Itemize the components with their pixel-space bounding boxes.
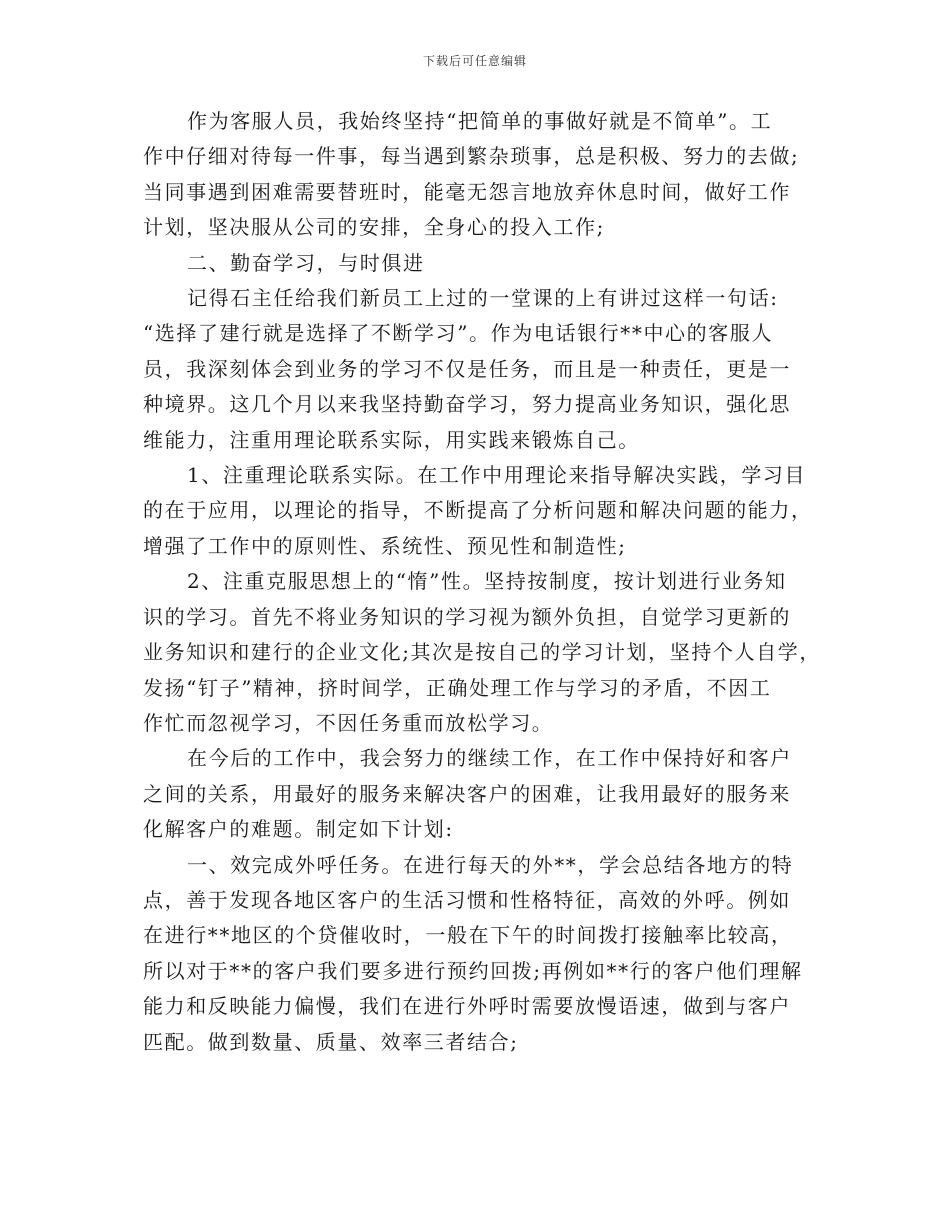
text-line: 作为客服人员，我始终坚持“把简单的事做好就是不简单”。工: [187, 109, 773, 133]
text-line: 种境界。这几个月以来我坚持勤奋学习，努力提高业务知识，强化思: [143, 392, 791, 417]
text-line: 能力和反映能力偏慢，我们在进行外呼时需要放慢语速，做到与客户: [143, 994, 791, 1019]
text-line: 1、注重理论联系实际。在工作中用理论来指导解决实践，学习目: [187, 463, 807, 488]
text-line: “选择了建行就是选择了不断学习”。作为电话银行**中心的客服人: [143, 321, 774, 346]
text-line: 在今后的工作中，我会努力的继续工作，在工作中保持好和客户: [187, 746, 792, 771]
text-line: 点，善于发现各地区客户的生活习惯和性格特征，高效的外呼。例如: [143, 887, 791, 912]
paragraph-point-1: [143, 458, 813, 564]
text-line: 之间的关系，用最好的服务来解决客户的困难，让我用最好的服务来: [143, 781, 791, 806]
text-line: 增强了工作中的原则性、系统性、预见性和制造性;: [143, 533, 627, 558]
text-line: 二、勤奋学习，与时俱进: [187, 250, 425, 275]
text-line: 员，我深刻体会到业务的学习不仅是任务，而且是一种责任，更是一: [143, 356, 791, 381]
page-header: 下载后可任意编辑: [422, 54, 527, 68]
section-heading-study: [143, 246, 803, 281]
paragraph-study-intro: [143, 281, 803, 458]
paragraph-point-2: [143, 564, 821, 741]
text-line: 当同事遇到困难需要替班时，能毫无怨言地放弃休息时间，做好工作: [143, 179, 791, 204]
paragraph-plan-1: [143, 848, 803, 1060]
text-line: 作忙而忽视学习，不因任务重而放松学习。: [143, 710, 554, 735]
text-line: 业务知识和建行的企业文化;其次是按自己的学习计划，坚持个人自学，: [143, 640, 821, 665]
text-line: 化解客户的难题。制定如下计划:: [143, 817, 454, 842]
text-line: 2、注重克服思想上的“惰”性。坚持按制度，按计划进行业务知: [187, 569, 787, 594]
text-line: 维能力，注重用理论联系实际，用实践来锻炼自己。: [143, 427, 640, 452]
text-line: 发扬“钉子”精神，挤时间学，正确处理工作与学习的矛盾，不因工: [143, 675, 772, 700]
document-body: [143, 104, 821, 1060]
text-line: 识的学习。首先不将业务知识的学习视为额外负担，自觉学习更新的: [143, 604, 791, 629]
paragraph-customer-service: [143, 104, 803, 246]
text-line: 匹配。做到数量、质量、效率三者结合;: [143, 1029, 519, 1054]
text-line: 的在于应用，以理论的指导，不断提高了分析问题和解决问题的能力，: [143, 498, 813, 523]
text-line: 作中仔细对待每一件事，每当遇到繁杂琐事，总是积极、努力的去做;: [143, 144, 800, 169]
text-line: 一、效完成外呼任务。在进行每天的外**，学会总结各地方的特: [187, 852, 794, 877]
paragraph-future-work: [143, 741, 803, 847]
text-line: 在进行**地区的个贷催收时，一般在下午的时间拨打接触率比较高，: [143, 923, 793, 948]
text-line: 记得石主任给我们新员工上过的一堂课的上有讲过这样一句话:: [187, 286, 779, 311]
text-line: 计划，坚决服从公司的安排，全身心的投入工作;: [143, 215, 605, 240]
text-line: 所以对于**的客户我们要多进行预约回拨;再例如**行的客户他们理解: [143, 958, 803, 983]
